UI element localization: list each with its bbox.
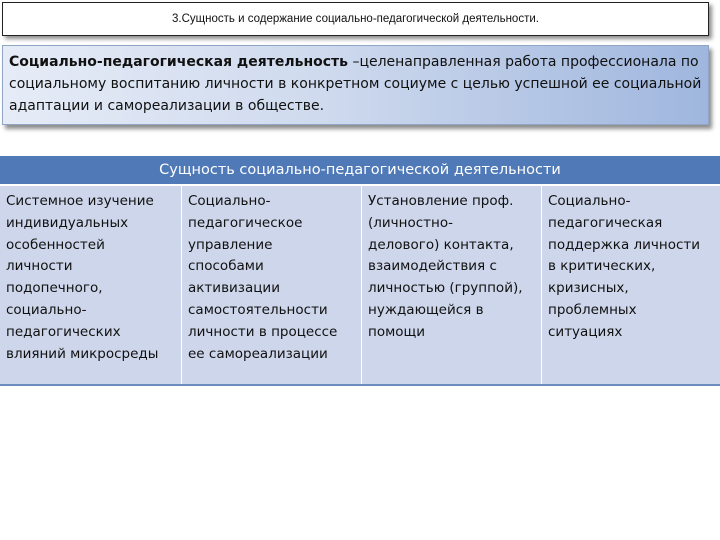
definition-box	[2, 45, 709, 125]
table-cell-management: Социально- педагогическое управление способами активизации самостоятельности личности в процессе ее самореализации	[181, 186, 361, 384]
slide-title	[2, 2, 709, 36]
table-header	[0, 156, 720, 186]
table-cell-contact: Установление проф. (личностно- делового) контакта, взаимодействия с личностью (группой), нуждающейся в помощи	[361, 186, 541, 384]
table-header-text: Сущность социально-педагогической деятельности	[159, 162, 561, 178]
table-row	[0, 186, 720, 386]
definition-term: Социально-педагогическая деятельность	[9, 54, 348, 70]
table-cell-study: Системное изучение индивидуальных особенностей личности подопечного, социально- педагогических влияний микросреды	[6, 193, 159, 362]
slide-title-text: 3.Сущность и содержание социально-педагогической деятельности.	[172, 13, 539, 25]
table-cell-support: Социально- педагогическая поддержка личности в критических, кризисных, проблемных ситуациях	[541, 186, 720, 384]
definition-text: –целенаправленная работа профессионала по социальному воспитанию личности в конкретном социуме с целью успешной ее социальной адаптации и самореализации в обществе.	[9, 54, 702, 114]
essence-table	[0, 156, 720, 386]
